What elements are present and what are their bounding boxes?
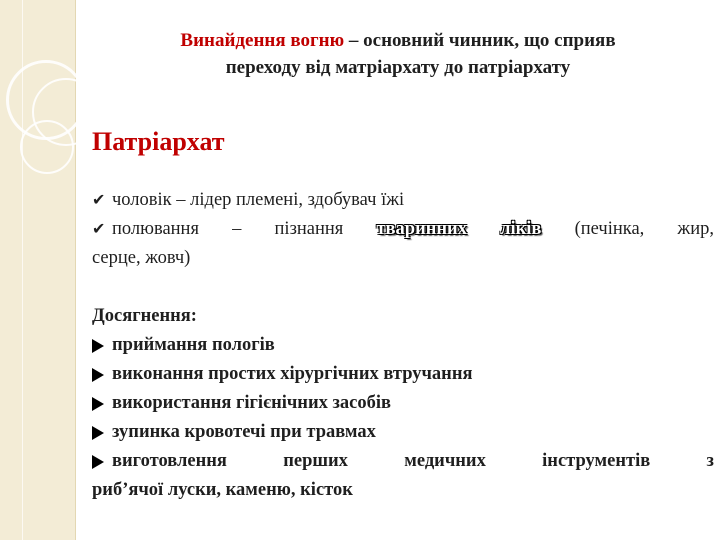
achievement-text: зупинка кровотечі при травмах bbox=[112, 422, 376, 442]
check-item bbox=[92, 186, 714, 215]
achievements-label: Досягнення: bbox=[92, 306, 197, 326]
achievement-item bbox=[92, 418, 714, 447]
check-icon: ✔ bbox=[92, 221, 106, 238]
achievement-text: виготовлення перших медичних інструментів з bbox=[112, 451, 714, 471]
header-line-2: переходу від матріархату до патріархату bbox=[225, 57, 571, 78]
check-item bbox=[92, 215, 714, 244]
emphasized-text: тваринних ліків bbox=[376, 219, 542, 239]
arrow-bullet-icon bbox=[92, 455, 104, 469]
achievement-item bbox=[92, 360, 714, 389]
achievement-text: використання гігієнічних засобів bbox=[112, 393, 392, 413]
decorative-circle bbox=[20, 120, 74, 174]
achievement-text: виконання простих хірургічних втручання bbox=[112, 364, 473, 384]
achievement-item-wrap: риб’ячої луски, каменю, кісток bbox=[92, 480, 353, 500]
achievement-item bbox=[92, 389, 714, 418]
achievement-text: приймання пологів bbox=[112, 335, 275, 355]
slide-header bbox=[108, 27, 688, 81]
achievement-item bbox=[92, 331, 714, 360]
decorative-side-band bbox=[0, 0, 76, 540]
check-item-text-cont: (печінка, жир, bbox=[541, 219, 714, 239]
check-item-text: полювання – пізнання bbox=[112, 219, 377, 239]
header-highlight: Винайдення вогню bbox=[180, 30, 345, 51]
header-rest: – основний чинник, що сприяв bbox=[344, 30, 616, 51]
arrow-bullet-icon bbox=[92, 426, 104, 440]
section-title: Патріархат bbox=[92, 127, 225, 156]
check-icon: ✔ bbox=[92, 192, 106, 209]
header-line-1 bbox=[108, 27, 688, 54]
achievement-item bbox=[92, 447, 714, 476]
arrow-bullet-icon bbox=[92, 397, 104, 411]
arrow-bullet-icon bbox=[92, 339, 104, 353]
body-content bbox=[92, 186, 714, 505]
check-item-text: чоловік – лідер племені, здобувач їжі bbox=[112, 190, 405, 210]
check-item-wrap: серце, жовч) bbox=[92, 248, 191, 268]
arrow-bullet-icon bbox=[92, 368, 104, 382]
